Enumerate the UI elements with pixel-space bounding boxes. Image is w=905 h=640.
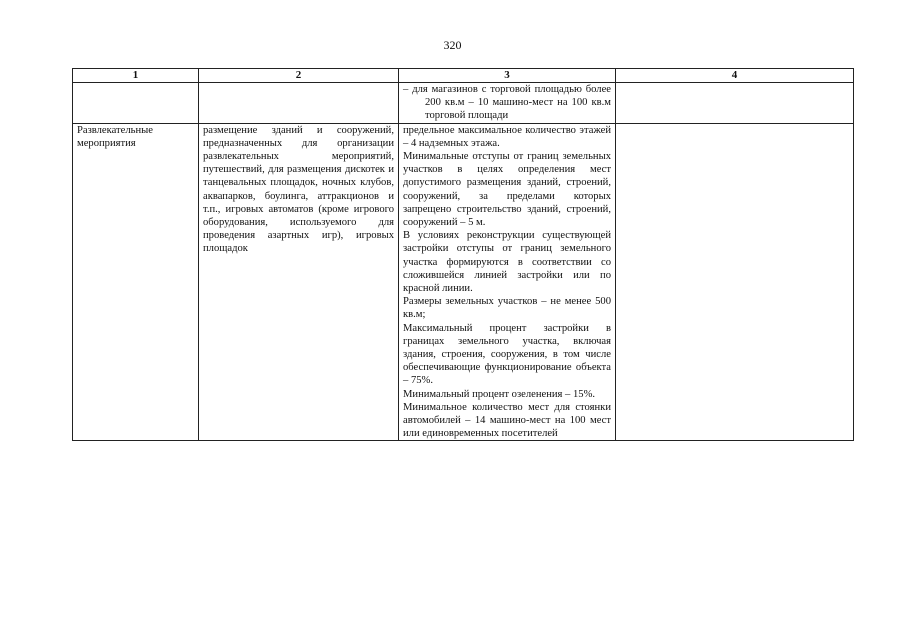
use-type-cell: Развлекательные мероприятия <box>73 123 199 441</box>
parameter-paragraph: предельное максимальное количество этажей – 4 надземных этажа. <box>403 124 611 149</box>
column-header: 2 <box>199 69 399 83</box>
zoning-table <box>72 68 854 441</box>
parameter-paragraph: Минимальный процент озеленения – 15%. <box>403 388 596 400</box>
table-cell <box>399 83 616 124</box>
table-cell <box>73 83 199 124</box>
parameter-paragraph: Минимальное количество мест для стоянки автомобилей – 14 машино-мест на 100 мест или единовременных посетителей <box>403 401 611 440</box>
table-cell <box>616 123 854 441</box>
table-cell <box>199 83 399 124</box>
page-number: 320 <box>443 38 462 52</box>
table-row <box>73 83 854 124</box>
column-header: 3 <box>399 69 616 83</box>
parameters-cell <box>399 123 616 441</box>
column-header: 1 <box>73 69 199 83</box>
table-header-row <box>73 69 854 83</box>
parameter-paragraph: Размеры земельных участков – не менее 500 кв.м; <box>403 296 611 321</box>
parameter-paragraph: Минимальные отступы от границ земельных участков в целях определения мест допустимого размещения зданий, строений, сооружений, за пределами которых запрещено строительство зданий, строений, сооружений – 5 м. <box>403 151 611 229</box>
parameter-paragraph: В условиях реконструкции существующей застройки отступы от границ земельного участка формируются в соответствии со сложившейся линией застройки или по красной линии. <box>403 230 611 295</box>
column-header: 4 <box>616 69 854 83</box>
table-cell <box>616 83 854 124</box>
parameter-paragraph: Максимальный процент застройки в границах земельного участка, включая здания, строения, сооружения, в том числе обеспечивающие функционирование объекта – 75%. <box>403 322 611 387</box>
table-row <box>73 123 854 441</box>
use-description-cell: размещение зданий и сооружений, предназначенных для организации развлекательных мероприятий, путешествий, для размещения дискотек и танцевальных площадок, ночных клубов, аквапарков, боулинга, аттракционов и т.п., игровых автоматов (кроме игрового оборудования, используемого для проведения азартных игр), игровых площадок <box>199 123 399 441</box>
parking-requirement-item: – для магазинов с торговой площадью более 200 кв.м – 10 машино-мест на 100 кв.м торговой площади <box>403 84 611 122</box>
